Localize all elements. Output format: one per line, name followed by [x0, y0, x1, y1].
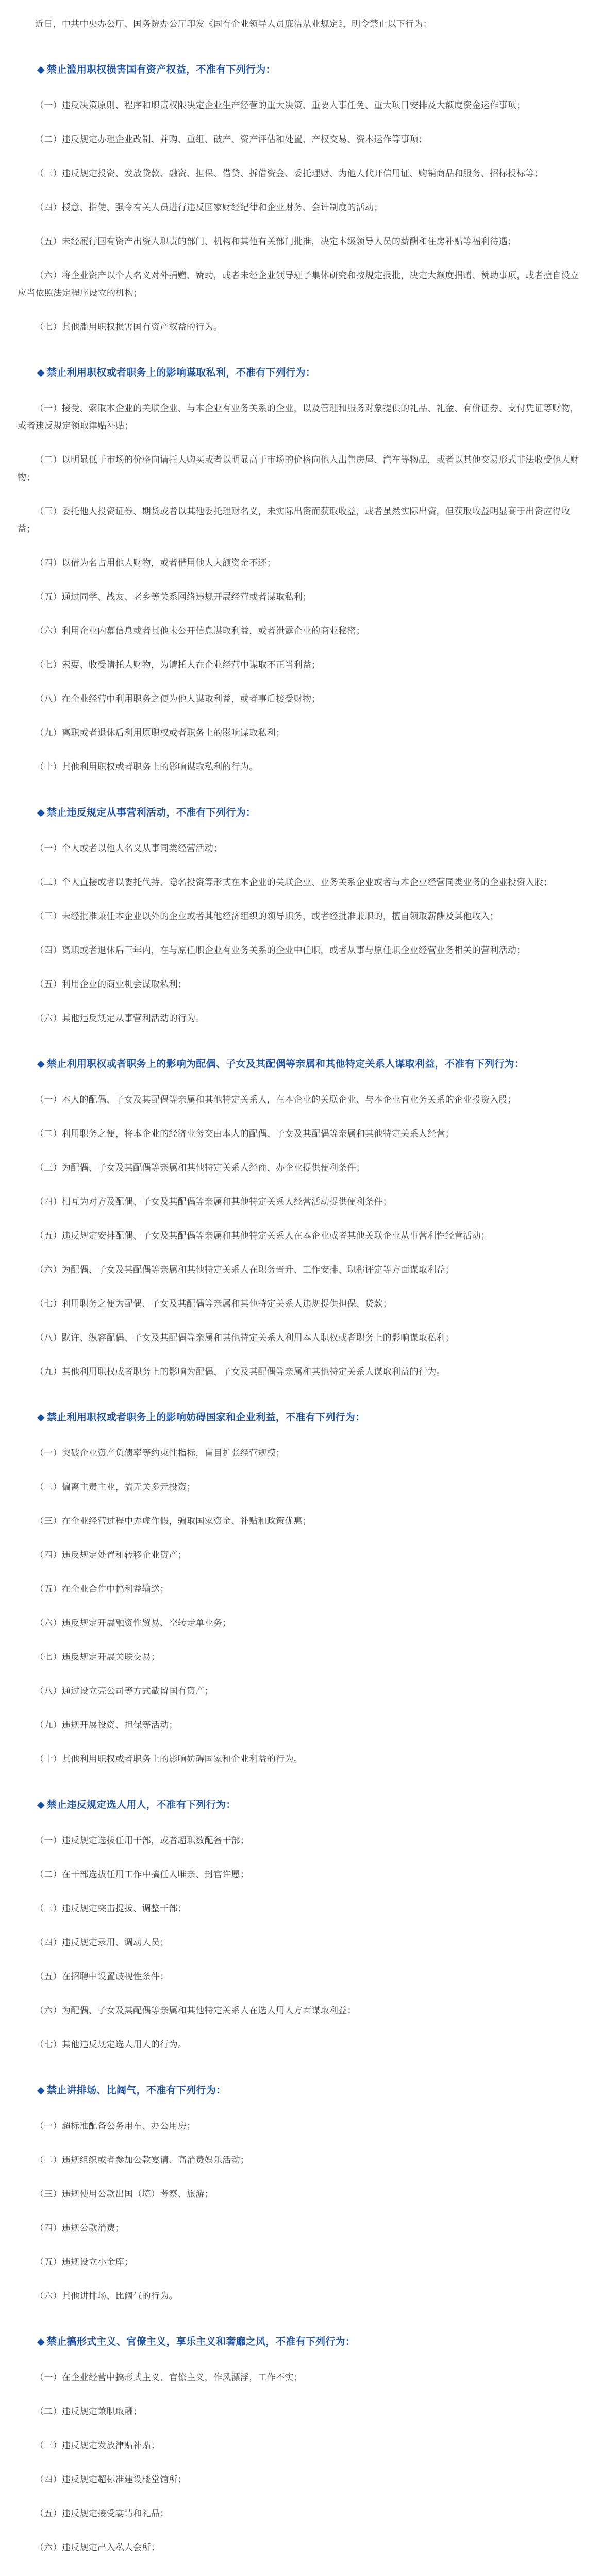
diamond-bullet-icon: ◆ — [37, 1412, 45, 1423]
clause-paragraph: （九）其他利用职权或者职务上的影响为配偶、子女及其配偶等亲属和其他特定关系人谋取利益的行为。 — [35, 1367, 445, 1377]
intro-paragraph: 近日，中共中央办公厅、国务院办公厅印发《国有企业领导人员廉洁从业规定》，明令禁止以下行为： — [35, 19, 432, 29]
diamond-bullet-icon: ◆ — [37, 1799, 45, 1810]
clause-paragraph: （五）在企业合作中搞利益输送； — [35, 1584, 169, 1595]
clause-paragraph: （一）个人或者以他人名义从事同类经营活动； — [35, 843, 223, 854]
clause-paragraph: （二）违反规定兼职取酬； — [35, 2406, 142, 2417]
clause-paragraph: （八）默许、纵容配偶、子女及其配偶等亲属和其他特定关系人利用本人职权或者职务上的影响谋取私利； — [35, 1333, 455, 1343]
clause-paragraph: （一）违反规定选拔任用干部，或者超职数配备干部； — [35, 1836, 249, 1846]
clause-paragraph: （四）违反规定超标准建设楼堂馆所； — [35, 2475, 187, 2485]
clause-paragraph: （七）其他违反规定选人用人的行为。 — [35, 2040, 187, 2050]
clause-paragraph: （七）其他滥用职权损害国有资产权益的行为。 — [35, 322, 223, 332]
section-heading-text: 禁止违反规定选人用人，不准有下列行为： — [46, 1799, 236, 1810]
clause-paragraph: （三）在企业经营过程中弄虚作假，骗取国家资金、补贴和政策优惠； — [35, 1516, 312, 1527]
clause-paragraph: （五）利用企业的商业机会谋取私利； — [35, 979, 187, 990]
section-heading-text: 禁止滥用职权损害国有资产权益，不准有下列行为： — [46, 64, 276, 75]
section-heading-text: 禁止利用职权或者职务上的影响谋取私利，不准有下列行为： — [46, 367, 316, 378]
clause-paragraph: （六）其他违反规定从事营利活动的行为。 — [35, 1013, 205, 1024]
section-heading — [18, 60, 583, 79]
section-heading — [18, 2080, 583, 2100]
section-heading — [18, 2332, 583, 2351]
clause-paragraph: （二）利用职务之便，将本企业的经济业务交由本人的配偶、子女及其配偶等亲属和其他特定关系人经营； — [35, 1129, 455, 1139]
clause-paragraph: （十）其他利用职权或者职务上的影响妨碍国家和企业利益的行为。 — [35, 1754, 303, 1765]
clause-paragraph: （四）违反规定录用、调动人员； — [35, 1938, 169, 1948]
clause-paragraph: （五）在招聘中设置歧视性条件； — [35, 1972, 169, 1982]
section-heading-text: 禁止利用职权或者职务上的影响为配偶、子女及其配偶等亲属和其他特定关系人谋取利益，不准有下列行为： — [46, 1058, 525, 1070]
sections-container — [18, 60, 583, 2576]
section-heading-text: 禁止搞形式主义、官僚主义，享乐主义和奢靡之风，不准有下列行为： — [46, 2336, 356, 2347]
section-heading — [18, 1795, 583, 1815]
clause-paragraph: （三）未经批准兼任本企业以外的企业或者其他经济组织的领导职务，或者经批准兼职的，擅自领取薪酬及其他收入； — [35, 911, 499, 922]
clause-paragraph: （六）利用企业内幕信息或者其他未公开信息谋取利益，或者泄露企业的商业秘密； — [35, 626, 365, 636]
clause-paragraph: （五）违反规定安排配偶、子女及其配偶等亲属和其他特定关系人在本企业或者其他关联企业从事营利性经营活动； — [35, 1231, 490, 1241]
clause-paragraph: （六）其他讲排场、比阔气的行为。 — [35, 2291, 178, 2301]
clause-paragraph: （四）违反规定处置和转移企业资产； — [35, 1550, 187, 1561]
clause-paragraph: （二）个人直接或者以委托代持、隐名投资等形式在本企业的关联企业、业务关系企业或者与本企业经营同类业务的企业投资入股； — [35, 877, 553, 888]
clause-paragraph: （三）违规使用公款出国（境）考察、旅游； — [35, 2189, 213, 2199]
clause-paragraph: （三）为配偶、子女及其配偶等亲属和其他特定关系人经商、办企业提供便利条件； — [35, 1163, 365, 1173]
clause-paragraph: （四）违规公款消费； — [35, 2223, 124, 2233]
diamond-bullet-icon: ◆ — [37, 64, 45, 75]
clause-paragraph: （六）违反规定开展融资性贸易、空转走单业务； — [35, 1618, 231, 1629]
clause-paragraph: （四）以借为名占用他人财物，或者借用他人大额资金不还； — [35, 558, 276, 568]
clause-paragraph: （三）违反规定突击提拔、调整干部； — [35, 1904, 187, 1914]
clause-paragraph: （一）违反决策原则、程序和职责权限决定企业生产经营的重大决策、重要人事任免、重大项目安排及大额度资金运作事项； — [35, 100, 526, 111]
clause-paragraph: （四）离职或者退休后三年内，在与原任职企业有业务关系的企业中任职，或者从事与原任职企业经营业务相关的营利活动； — [35, 945, 526, 956]
clause-paragraph: （二）在干部选拔任用工作中搞任人唯亲、封官许愿； — [35, 1870, 249, 1880]
clause-paragraph: （八）在企业经营中利用职务之便为他人谋取利益，或者事后接受财物； — [35, 694, 321, 704]
clause-paragraph: （三）委托他人投资证券、期货或者以其他委托理财名义，未实际出资而获取收益，或者虽然实际出资，但获取收益明显高于出资应得收益； — [18, 506, 570, 534]
clause-paragraph: （五）违规设立小金库； — [35, 2257, 133, 2267]
clause-paragraph: （三）违反规定投资、发放贷款、融资、担保、借贷、拆借资金、委托理财、为他人代开信用证、购销商品和服务、招标投标等； — [35, 168, 544, 179]
clause-paragraph: （四）授意、指使、强令有关人员进行违反国家财经纪律和企业财务、会计制度的活动； — [35, 202, 383, 213]
clause-paragraph: （四）相互为对方及配偶、子女及其配偶等亲属和其他特定关系人经营活动提供便利条件； — [35, 1197, 392, 1207]
clause-paragraph: （六）为配偶、子女及其配偶等亲属和其他特定关系人在选人用人方面谋取利益； — [35, 2006, 356, 2016]
diamond-bullet-icon: ◆ — [37, 367, 45, 378]
clause-paragraph: （一）在企业经营中搞形式主义、官僚主义，作风漂浮，工作不实； — [35, 2372, 303, 2383]
clause-paragraph: （七）利用职务之便为配偶、子女及其配偶等亲属和其他特定关系人违规提供担保、贷款； — [35, 1299, 392, 1309]
clause-paragraph: （一）本人的配偶、子女及其配偶等亲属和其他特定关系人，在本企业的关联企业、与本企业有业务关系的企业投资入股； — [35, 1095, 517, 1105]
clause-paragraph: （六）违反规定出入私人会所； — [35, 2543, 160, 2553]
clause-paragraph — [18, 2573, 583, 2576]
clause-paragraph: （一）接受、索取本企业的关联企业、与本企业有业务关系的企业，以及管理和服务对象提供的礼品、礼金、有价证券、支付凭证等财物，或者违反规定领取津贴补贴； — [18, 403, 579, 431]
clause-paragraph: （一）超标准配备公务用车、办公用房； — [35, 2121, 196, 2131]
diamond-bullet-icon: ◆ — [37, 2084, 45, 2096]
section-heading — [18, 1054, 583, 1074]
clause-paragraph: （一）突破企业资产负债率等约束性指标，盲目扩张经营规模； — [35, 1448, 285, 1459]
clause-paragraph: （五）违反规定接受宴请和礼品； — [35, 2509, 169, 2519]
section-heading — [18, 363, 583, 382]
clause-paragraph: （六）将企业资产以个人名义对外捐赠、赞助，或者未经企业领导班子集体研究和按规定报批，决定大额度捐赠、赞助事项，或者擅自设立应当依照法定程序设立的机构； — [18, 270, 579, 298]
diamond-bullet-icon: ◆ — [37, 2336, 45, 2347]
clause-paragraph: （三）违反规定发放津贴补贴； — [35, 2441, 160, 2451]
clause-paragraph: （二）违反规定办理企业改制、并购、重组、破产、资产评估和处置、产权交易、资本运作等事项； — [35, 134, 428, 145]
section-heading-text: 禁止违反规定从事营利活动，不准有下列行为： — [46, 807, 256, 818]
clause-paragraph: （二）违规组织或者参加公款宴请、高消费娱乐活动； — [35, 2155, 249, 2165]
clause-paragraph: （九）离职或者退休后利用原职权或者职务上的影响谋取私利； — [35, 728, 285, 738]
clause-paragraph: （七）违反规定开展关联交易； — [35, 1652, 160, 1663]
clause-paragraph: （二）偏离主责主业，搞无关多元投资； — [35, 1482, 196, 1493]
diamond-bullet-icon: ◆ — [37, 1058, 45, 1070]
section-heading — [18, 803, 583, 822]
section-heading — [18, 1408, 583, 1427]
section-heading-text: 禁止利用职权或者职务上的影响妨碍国家和企业利益，不准有下列行为： — [46, 1412, 365, 1423]
clause-paragraph: （六）为配偶、子女及其配偶等亲属和其他特定关系人在职务晋升、工作安排、职称评定等方面谋取利益； — [35, 1265, 455, 1275]
clause-paragraph: （二）以明显低于市场的价格向请托人购买或者以明显高于市场的价格向他人出售房屋、汽车等物品，或者以其他交易形式非法收受他人财物； — [18, 455, 579, 483]
diamond-bullet-icon: ◆ — [37, 807, 45, 818]
clause-paragraph: （九）违规开展投资、担保等活动； — [35, 1720, 178, 1731]
clause-paragraph: （十）其他利用职权或者职务上的影响谋取私利的行为。 — [35, 762, 258, 772]
clause-paragraph: （五）通过同学、战友、老乡等关系网络违规开展经营或者谋取私利； — [35, 592, 312, 602]
clause-paragraph: （五）未经履行国有资产出资人职责的部门、机构和其他有关部门批准，决定本级领导人员的薪酬和住房补贴等福利待遇； — [35, 236, 517, 247]
clause-paragraph: （八）通过设立壳公司等方式截留国有资产； — [35, 1686, 213, 1697]
clause-paragraph: （七）索要、收受请托人财物，为请托人在企业经营中谋取不正当利益； — [35, 660, 321, 670]
section-heading-text: 禁止讲排场、比阔气，不准有下列行为： — [46, 2084, 226, 2096]
